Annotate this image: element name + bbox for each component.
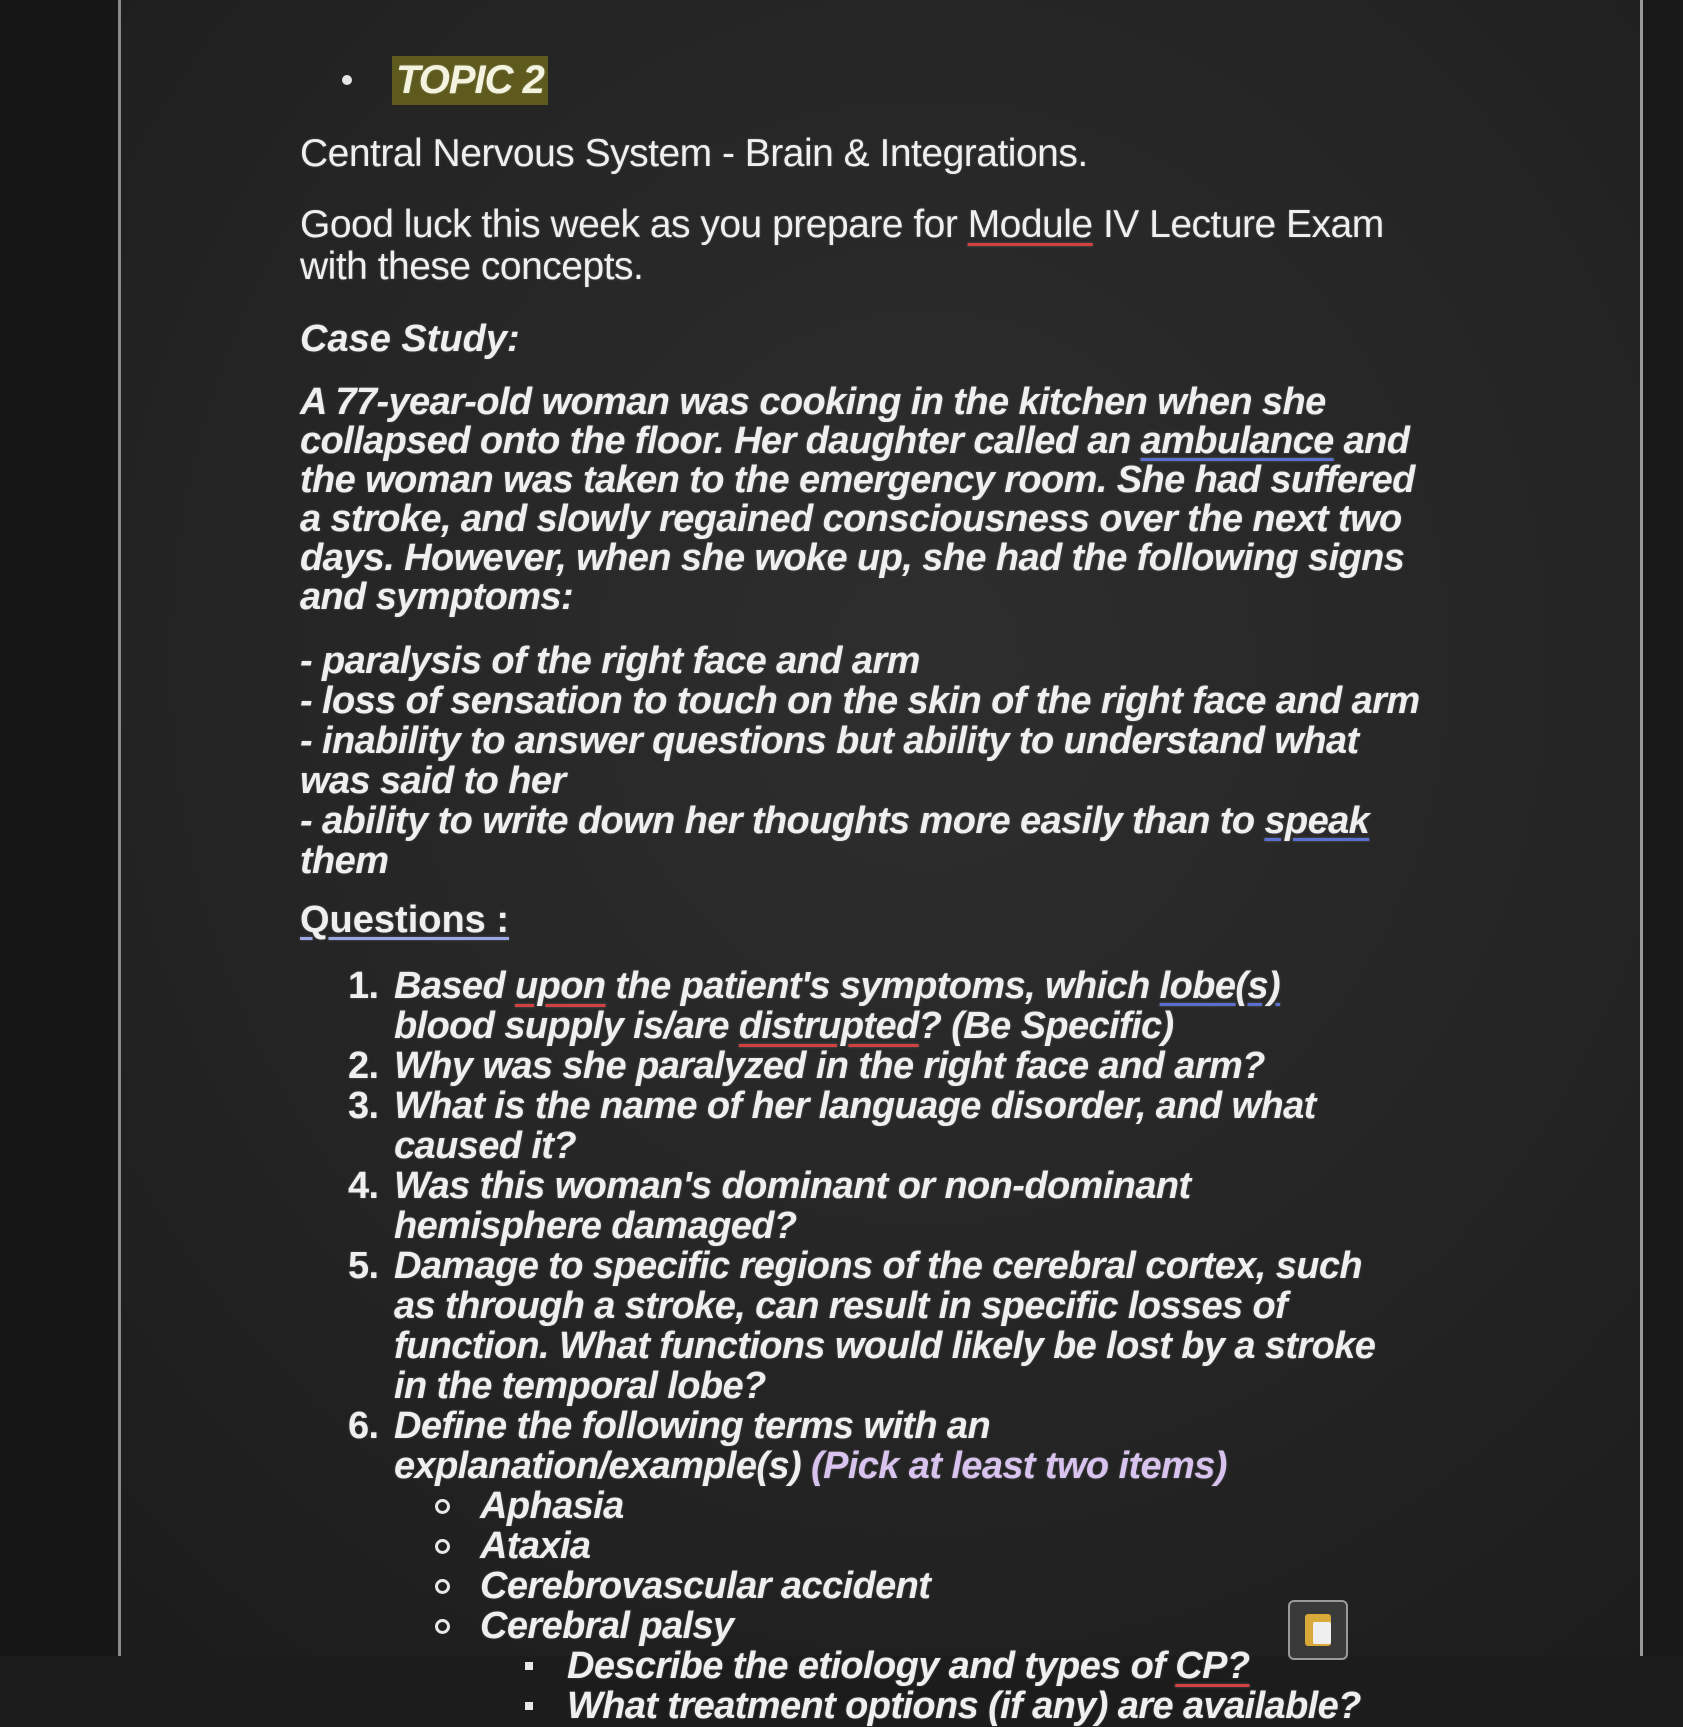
question-text: What is the name of her language disorder, and what caused it? bbox=[394, 1085, 1316, 1167]
case-study-paragraph bbox=[300, 383, 1430, 617]
square-bullet-icon bbox=[525, 1662, 533, 1670]
circle-bullet-icon bbox=[435, 1579, 450, 1594]
clipboard-paste-icon[interactable] bbox=[1288, 1600, 1348, 1660]
question-text-part: ? (Be Specific) bbox=[918, 1005, 1174, 1047]
subtitle: Central Nervous System - Brain & Integrations. bbox=[300, 132, 1088, 175]
grammar-flag-speak[interactable]: speak bbox=[1264, 800, 1370, 842]
intro-paragraph bbox=[300, 204, 1430, 288]
grammar-flag-ambulance[interactable]: ambulance bbox=[1140, 420, 1334, 462]
left-margin bbox=[0, 0, 120, 1656]
questions-heading: Questions : bbox=[300, 899, 510, 941]
case-text-end: and the woman was taken to the emergency room. She had suffered a stroke, and slowly regained consciousness over the next two days. However, when she woke up, she had the following signs and symptoms: bbox=[300, 420, 1415, 618]
right-margin bbox=[1643, 0, 1683, 1656]
question-item bbox=[348, 1046, 1430, 1086]
circle-bullet-icon bbox=[435, 1619, 450, 1634]
question-number: 4. bbox=[348, 1165, 379, 1207]
questions-list bbox=[300, 966, 1430, 1726]
topic-title: TOPIC 2 bbox=[392, 56, 548, 105]
question-item bbox=[348, 1406, 1430, 1486]
symptom-item: - loss of sensation to touch on the skin of the right face and arm bbox=[300, 680, 1420, 722]
symptom-item: - inability to answer questions but ability to understand what was said to her bbox=[300, 720, 1359, 802]
question-item bbox=[348, 1086, 1430, 1166]
page-edge-left bbox=[118, 0, 121, 1656]
question-number: 1. bbox=[348, 965, 379, 1007]
pick-instruction: (Pick at least two items) bbox=[811, 1445, 1227, 1487]
question-number: 3. bbox=[348, 1085, 379, 1127]
question-text bbox=[394, 1406, 1430, 1486]
symptom-text-end: them bbox=[300, 840, 389, 882]
spelling-flag-cp[interactable]: CP? bbox=[1175, 1645, 1250, 1687]
question-text: Was this woman's dominant or non-dominant hemisphere damaged? bbox=[394, 1165, 1191, 1247]
terms-list bbox=[435, 1486, 1430, 1726]
term-label: Cerebrovascular accident bbox=[480, 1565, 931, 1607]
term-label: Ataxia bbox=[480, 1525, 591, 1567]
clipboard-paper bbox=[1313, 1622, 1331, 1644]
square-bullet-icon bbox=[525, 1702, 533, 1710]
topic-bullet bbox=[342, 50, 1430, 110]
intro-text-end: IV Lecture Exam with these concepts. bbox=[300, 203, 1384, 288]
term-item bbox=[435, 1486, 1430, 1526]
clipboard-body bbox=[1305, 1614, 1331, 1646]
cp-etiology-text: Describe the etiology and types of bbox=[567, 1645, 1176, 1687]
question-item bbox=[348, 1246, 1430, 1406]
symptoms-list bbox=[300, 641, 1430, 881]
spelling-flag-module[interactable]: Module bbox=[967, 203, 1093, 246]
question-number: 5. bbox=[348, 1245, 379, 1287]
circle-bullet-icon bbox=[435, 1499, 450, 1514]
cp-item-text bbox=[567, 1646, 1249, 1686]
grammar-flag-lobes[interactable]: lobe(s) bbox=[1159, 965, 1281, 1007]
term-item bbox=[435, 1526, 1430, 1566]
document-body[interactable] bbox=[300, 50, 1430, 1726]
term-item bbox=[435, 1566, 1430, 1606]
question-text bbox=[394, 966, 1430, 1046]
question-number: 6. bbox=[348, 1405, 379, 1447]
case-text-start: A 77-year-old woman was cooking in the kitchen when she collapsed onto the floor. Her daughter called an bbox=[300, 381, 1326, 462]
spelling-flag-upon[interactable]: upon bbox=[515, 965, 606, 1007]
case-study-heading: Case Study: bbox=[300, 318, 520, 360]
bullet-icon bbox=[342, 75, 352, 85]
question-text-part: the patient's symptoms, which bbox=[605, 965, 1160, 1007]
symptom-item bbox=[300, 801, 1430, 881]
term-item bbox=[435, 1606, 1430, 1646]
question-text-part: Based bbox=[394, 965, 516, 1007]
question-item bbox=[348, 1166, 1430, 1246]
term-label: Cerebral palsy bbox=[480, 1605, 734, 1647]
term-label: Aphasia bbox=[480, 1485, 624, 1527]
spelling-flag-distrupted[interactable]: distrupted bbox=[738, 1005, 919, 1047]
question-text: Why was she paralyzed in the right face and arm? bbox=[394, 1045, 1265, 1087]
question-item bbox=[348, 966, 1430, 1046]
question-text-part: blood supply is/are bbox=[394, 1005, 739, 1047]
question-number: 2. bbox=[348, 1045, 379, 1087]
symptom-text-start: - ability to write down her thoughts more easily than to bbox=[300, 800, 1265, 842]
cp-treatment-text: What treatment options (if any) are available? bbox=[567, 1685, 1361, 1727]
symptom-item: - paralysis of the right face and arm bbox=[300, 640, 920, 682]
cp-item bbox=[525, 1686, 1430, 1726]
question-text: Damage to specific regions of the cerebral cortex, such as through a stroke, can result in specific losses of function. What functions would likely be lost by a stroke in the temporal lobe? bbox=[394, 1245, 1376, 1407]
question-text-part: Define the following terms with an explanation/example(s) bbox=[394, 1405, 991, 1487]
circle-bullet-icon bbox=[435, 1539, 450, 1554]
intro-text-start: Good luck this week as you prepare for bbox=[300, 203, 968, 246]
